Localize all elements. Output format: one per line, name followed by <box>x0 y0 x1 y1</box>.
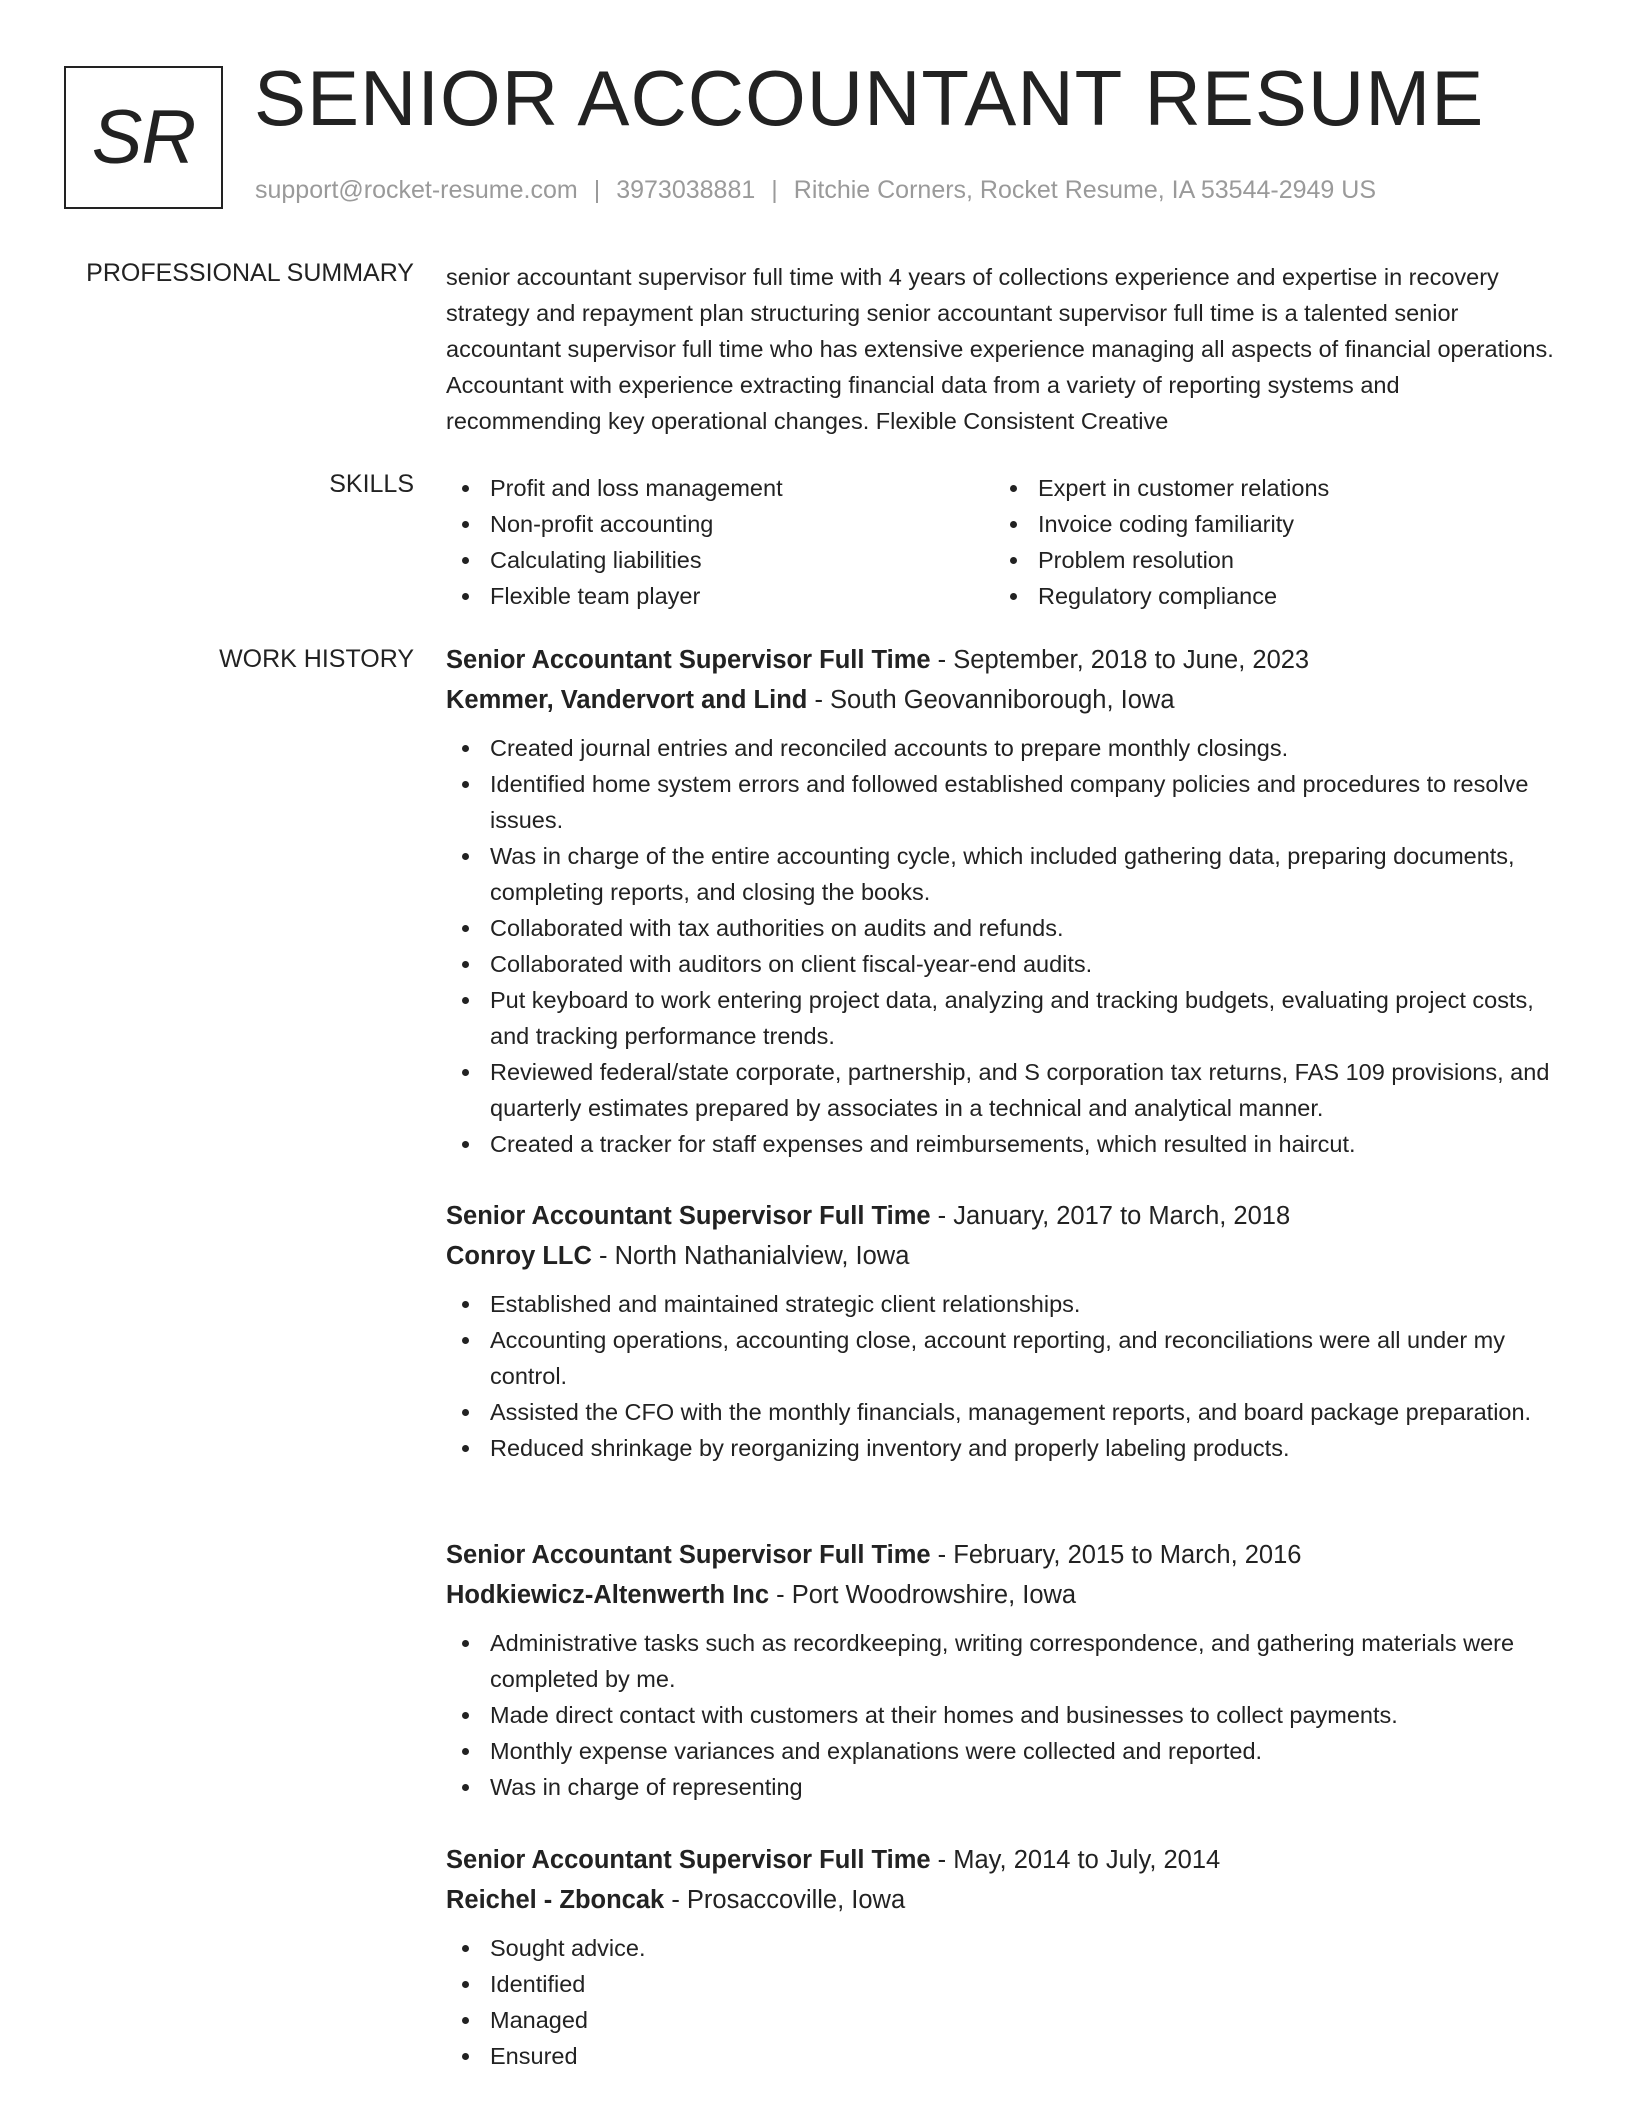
duty-item: Sought advice. <box>446 1930 1556 1966</box>
job-title: Senior Accountant Supervisor Full Time <box>446 1202 931 1230</box>
job-company: Hodkiewicz-Altenwerth Inc <box>446 1581 770 1609</box>
skill-item: Profit and loss management <box>446 470 994 506</box>
job-entry <box>446 1840 1556 2074</box>
duty-item: Managed <box>446 2002 1556 2038</box>
duty-item: Ensured <box>446 2038 1556 2074</box>
job-title: Senior Accountant Supervisor Full Time <box>446 646 931 674</box>
job-duties <box>446 730 1556 1162</box>
duty-item: Created journal entries and reconciled accounts to prepare monthly closings. <box>446 730 1556 766</box>
job-duties <box>446 1930 1556 2074</box>
duty-item: Collaborated with tax authorities on audits and refunds. <box>446 910 1556 946</box>
job-company-line <box>446 1880 1556 1920</box>
job-company-line <box>446 1575 1556 1615</box>
job-title-line <box>446 1196 1556 1236</box>
skill-item: Expert in customer relations <box>994 470 1542 506</box>
job-entry <box>446 1535 1556 1805</box>
job-company: Reichel - Zboncak <box>446 1886 665 1914</box>
duty-item: Reduced shrinkage by reorganizing inventory and properly labeling products. <box>446 1430 1556 1466</box>
job-location: - Port Woodrowshire, Iowa <box>769 1581 1077 1609</box>
skill-item: Flexible team player <box>446 578 994 614</box>
job-title-line <box>446 1840 1556 1880</box>
duty-item: Identified home system errors and followed established company policies and procedures to resolve issues. <box>446 766 1556 838</box>
contact-address: Ritchie Corners, Rocket Resume, IA 53544-2949 US <box>793 176 1376 204</box>
monogram-badge <box>64 66 223 209</box>
duty-item: Was in charge of representing <box>446 1769 1556 1805</box>
contact-email[interactable]: support@rocket-resume.com <box>255 176 578 204</box>
duty-item: Established and maintained strategic client relationships. <box>446 1286 1556 1322</box>
duty-item: Made direct contact with customers at their homes and businesses to collect payments. <box>446 1697 1556 1733</box>
duty-item: Assisted the CFO with the monthly financials, management reports, and board package preparation. <box>446 1394 1556 1430</box>
job-title: Senior Accountant Supervisor Full Time <box>446 1541 931 1569</box>
duty-item: Reviewed federal/state corporate, partnership, and S corporation tax returns, FAS 109 provisions, and quarterly estimates prepared by associates in a technical and analytical manner. <box>446 1054 1556 1126</box>
job-company-line <box>446 680 1556 720</box>
duty-item: Collaborated with auditors on client fiscal-year-end audits. <box>446 946 1556 982</box>
job-company-line <box>446 1236 1556 1276</box>
job-title: Senior Accountant Supervisor Full Time <box>446 1846 931 1874</box>
job-duties <box>446 1625 1556 1805</box>
duty-item: Administrative tasks such as recordkeeping, writing correspondence, and gathering materials were completed by me. <box>446 1625 1556 1697</box>
job-dates: - May, 2014 to July, 2014 <box>930 1846 1221 1874</box>
skill-item: Regulatory compliance <box>994 578 1542 614</box>
resume-title: SENIOR ACCOUNTANT RESUME <box>254 54 1485 142</box>
contact-phone[interactable]: 3973038881 <box>616 176 756 204</box>
skills-column-1 <box>446 470 994 614</box>
contact-separator: | <box>771 176 778 204</box>
job-location: - Prosaccoville, Iowa <box>664 1886 906 1914</box>
job-dates: - February, 2015 to March, 2016 <box>930 1541 1302 1569</box>
summary-text: senior accountant supervisor full time with 4 years of collections experience and expertise in recovery strategy and repayment plan structuring senior accountant supervisor full time is a talented senior accountant supervisor full time who has extensive experience managing all aspects of financial operations. Accountant with experience extracting financial data from a variety of reporting systems and recommending key operational changes. Flexible Consistent Creative <box>446 264 1554 434</box>
job-title-line <box>446 1535 1556 1575</box>
contact-line <box>255 176 1376 205</box>
job-company: Conroy LLC <box>446 1242 592 1270</box>
duty-item: Created a tracker for staff expenses and reimbursements, which resulted in haircut. <box>446 1126 1556 1162</box>
section-label-work-history: WORK HISTORY <box>219 645 414 673</box>
duty-item: Identified <box>446 1966 1556 2002</box>
monogram-initials: SR <box>91 95 196 180</box>
duty-item: Monthly expense variances and explanations were collected and reported. <box>446 1733 1556 1769</box>
job-dates: - September, 2018 to June, 2023 <box>930 646 1310 674</box>
job-location: - South Geovanniborough, Iowa <box>807 686 1175 714</box>
skills-column-2 <box>994 470 1542 614</box>
section-label-skills: SKILLS <box>329 470 414 498</box>
job-entry <box>446 1196 1556 1466</box>
job-entry <box>446 640 1556 1162</box>
job-duties <box>446 1286 1556 1466</box>
job-title-line <box>446 640 1556 680</box>
skill-item: Problem resolution <box>994 542 1542 578</box>
duty-item: Accounting operations, accounting close, account reporting, and reconciliations were all under my control. <box>446 1322 1556 1394</box>
skill-item: Non-profit accounting <box>446 506 994 542</box>
skill-item: Calculating liabilities <box>446 542 994 578</box>
skills-list <box>446 470 1556 614</box>
section-label-summary: PROFESSIONAL SUMMARY <box>86 259 414 287</box>
job-company: Kemmer, Vandervort and Lind <box>446 686 808 714</box>
skill-item: Invoice coding familiarity <box>994 506 1542 542</box>
job-location: - North Nathanialview, Iowa <box>591 1242 910 1270</box>
contact-separator: | <box>593 176 601 204</box>
duty-item: Put keyboard to work entering project data, analyzing and tracking budgets, evaluating project costs, and tracking performance trends. <box>446 982 1556 1054</box>
duty-item: Was in charge of the entire accounting cycle, which included gathering data, preparing documents, completing reports, and closing the books. <box>446 838 1556 910</box>
job-dates: - January, 2017 to March, 2018 <box>930 1202 1291 1230</box>
